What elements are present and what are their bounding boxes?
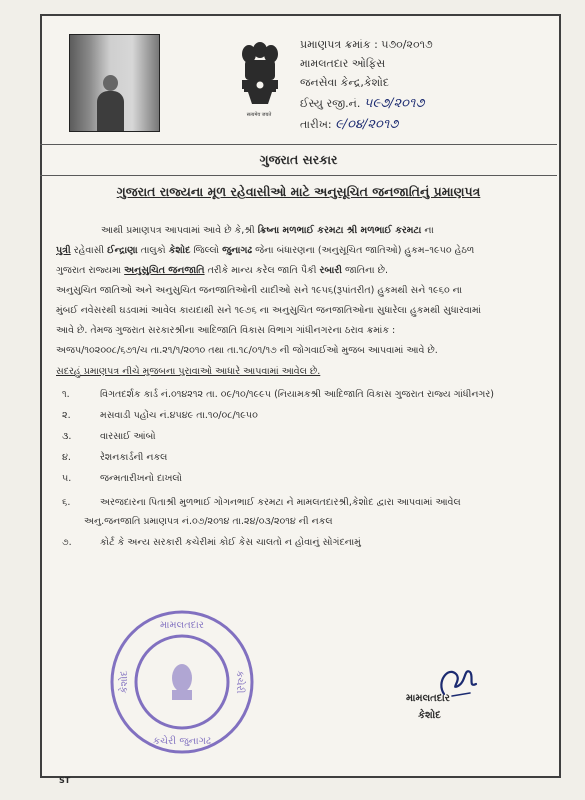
signatory-title: મામલતદાર	[406, 693, 450, 704]
header-divider	[40, 144, 557, 145]
applicant-photo	[69, 34, 160, 132]
issue-date: તારીખ: ૯/૦૪/૨૦૧૭	[300, 117, 399, 132]
evidence-number: ૭.	[62, 537, 72, 548]
emblem-motto: सत्यमेव जयते	[246, 112, 272, 118]
title-divider	[40, 175, 557, 176]
certificate-number: પ્રમાણપત્ર ક્રમાંક : ૫૭૦/૨૦૧૭	[300, 38, 433, 51]
body-line-6: આવે છે. તેમજ ગુજરાત સરકારશ્રીના આદિજાતિ વિકાસ વિભાગ ગાંધીનગરના ઠરાવ ક્રમાંક :	[56, 325, 396, 336]
footer-mark: ST	[59, 776, 71, 785]
government-title: ગુજરાત સરકાર	[259, 152, 338, 167]
ashoka-emblem-icon	[238, 38, 282, 120]
evidence-item: રેશનકાર્ડની નકલ	[100, 452, 168, 463]
evidence-item: વિગતદર્શક કાર્ડ નં.૦૧૪૨૧૨ તા. ૦૯/૧૦/૧૯૯૫ (નિયામકશ્રી આદિજાતિ વિકાસ ગુજરાત રાજ્ય ગાંધીનગર)	[100, 389, 494, 400]
office-name: મામલતદાર ઓફિસ	[300, 57, 386, 70]
evidence-heading: સદરહું પ્રમાણપત્ર નીચે મુજબના પુરાવાઓ આધારે આપવામાં આવેલ છે.	[56, 366, 321, 377]
signatory-place: કેશોદ	[418, 710, 441, 721]
body-line-2: પુત્રી રહેવાસી ઈન્દ્રાણા તાલુકો કેશોદ જિલ્લો જુનાગઢ જેના બંધારણના (અનુસૂચિત જાતિઓ) હુકમ–૧૯૫૦ હેઠળ	[56, 245, 475, 256]
evidence-item: જન્મતારીખનો દાખલો	[100, 473, 182, 484]
body-line-4: અનુસુચિત જાતિઓ અને અનુસુચિત જનજાતિઓની યાદીઓ સને ૧૯૫૬(રૂપાંતરીત) હુકમથી સને ૧૯૬૦ ના	[56, 285, 463, 296]
certificate-heading: ગુજરાત રાજ્યના મૂળ રહેવાસીઓ માટે અનુસૂચિત જનજાતિનું પ્રમાણપત્ર	[116, 184, 481, 199]
evidence-item-continued: અનુ.જનજાતિ પ્રમાણપત્ર નં.૦૭/૨૦૧૪ તા.૨૪/૦૩/૨૦૧૪ ની નકલ	[84, 516, 333, 527]
evidence-number: ૫.	[62, 473, 72, 484]
svg-text:કચેરી: કચેરી	[234, 670, 245, 694]
evidence-number: ૬.	[62, 497, 71, 508]
body-line-1: આથી પ્રમાણપત્ર આપવામાં આવે છે કે,શ્રી ક્રિષ્ના મળભાઈ કરમટા શ્રી મળભાઈ કરમટા ના	[101, 225, 434, 236]
body-line-3: ગુજરાત રાજ્યમા અનુસુચિત જનજાતિ તરીકે માન્ય કરેલ જાતિ પૈકી રબારી જાતિના છે.	[56, 265, 388, 276]
evidence-item: અરજદારના પિતાશ્રી મુળભાઈ ગોગનભાઈ કરમટા ને મામલતદારશ્રી,કેશોદ દ્વારા આપવામાં આવેલ	[100, 497, 461, 508]
evidence-item: મસવાડી પહોંચ નં.૪૫૪૯ તા.૧૦/૦૮/૧૯૫૦	[100, 410, 258, 421]
service-center: જનસેવા કેન્દ્ર,કેશોદ	[300, 76, 389, 89]
issue-register-number: ઈસ્યુ રજી.નં. ૫૯૭/૨૦૧૭	[300, 96, 425, 111]
evidence-item: કોર્ટ કે અન્ય સરકારી કચેરીમાં કોઈ કેસ ચાલતો ન હોવાનું સોગંદનામું	[100, 537, 361, 548]
evidence-number: ૧.	[62, 389, 70, 400]
evidence-number: ૩.	[62, 431, 72, 442]
body-line-5: મુંબઈ નવેસરથી ઘડવામાં આવેલ કાયદાથી સને ૧૯૭૬ ના અનુસુચિત જનજાતિઓના સુધારેલા હુકમથી સુધારવામાં	[56, 305, 482, 316]
evidence-number: ૪.	[62, 452, 71, 463]
body-line-7: અજપ/૧૦૨૦૦૮/૬૭૧/ચ તા.૨૧/૧/૨૦૧૦ તથા તા.૧૮/૦૧/૧૭ ની જોગવાઈઓ મુજબ આપવામાં આવે છે.	[56, 345, 438, 356]
svg-text:મામલતદાર: મામલતદાર	[160, 620, 204, 631]
evidence-number: ૨.	[62, 410, 71, 421]
office-seal-stamp	[108, 608, 256, 756]
svg-text:કચેરી જુનાગઢ: કચેરી જુનાગઢ	[153, 736, 211, 747]
evidence-item: વારસાઈ આંબો	[100, 431, 156, 442]
svg-text:કેશોદ: કેશોદ	[119, 670, 130, 694]
